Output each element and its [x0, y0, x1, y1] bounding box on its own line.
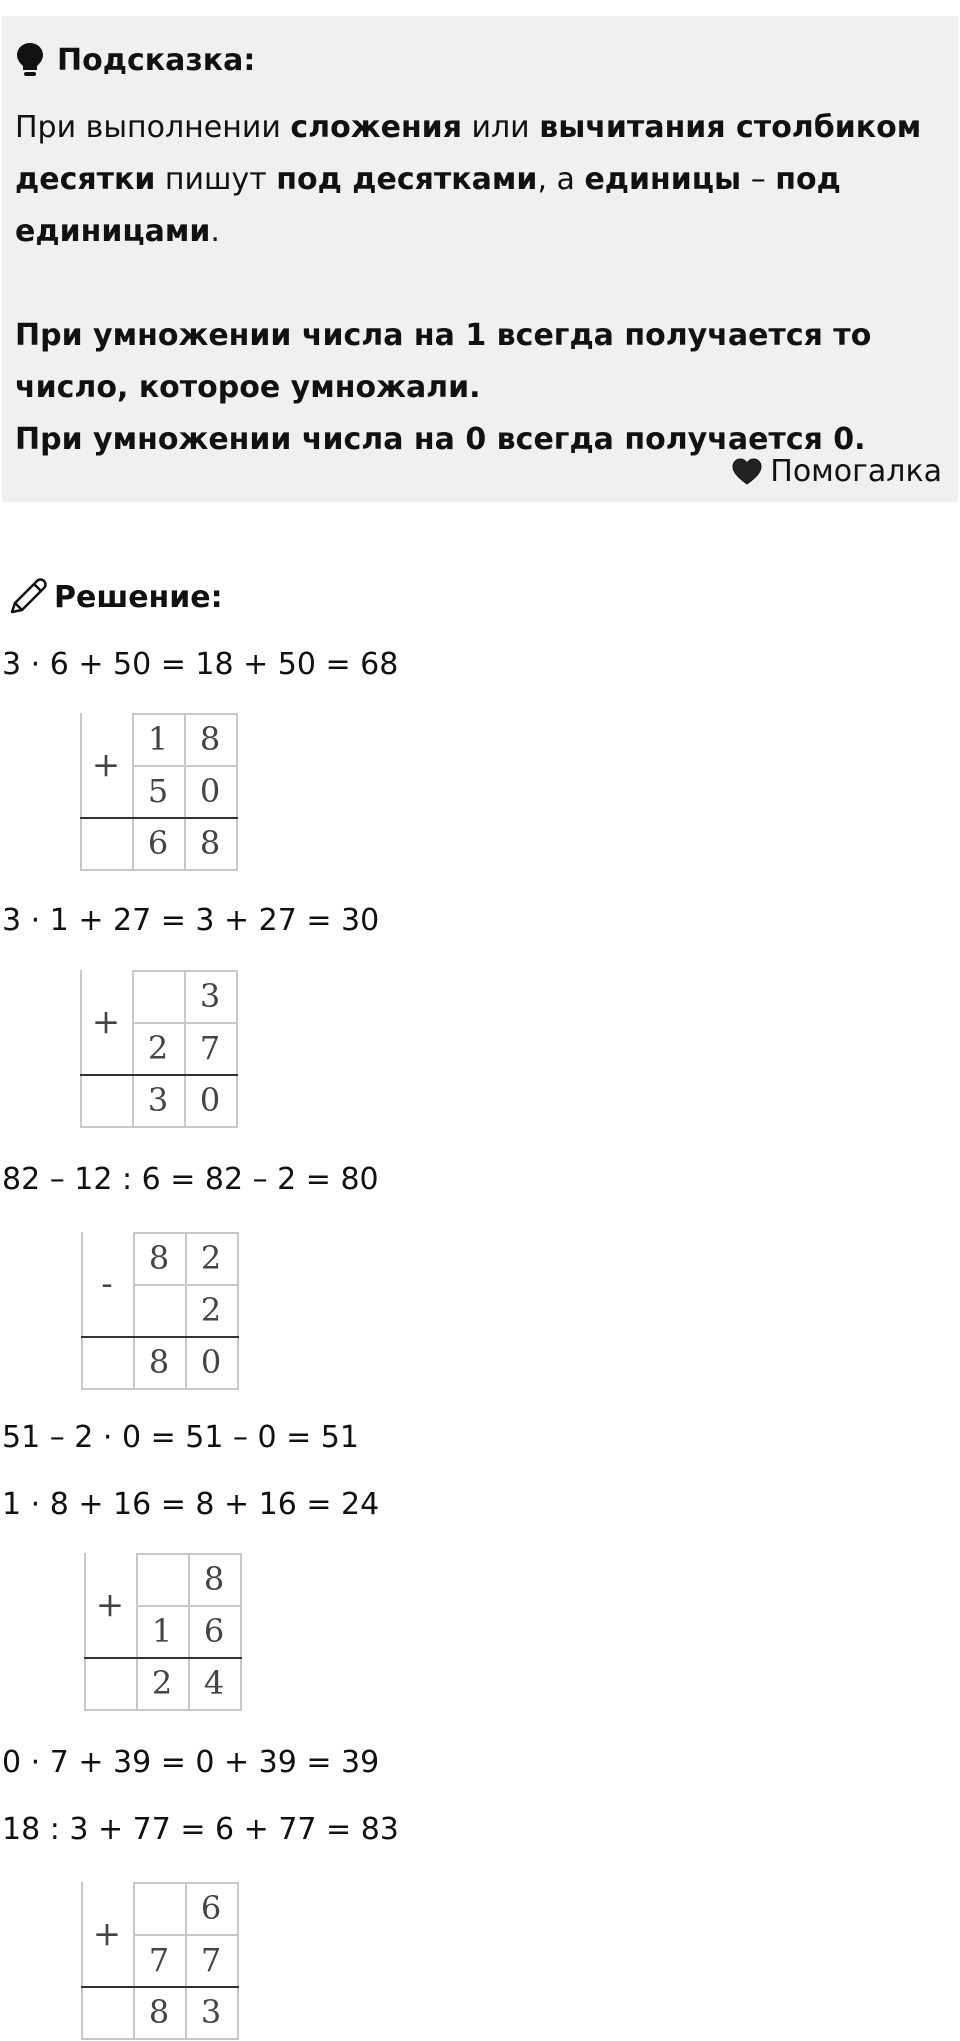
digit-cell: 8: [199, 720, 221, 758]
digit-cell: 7: [199, 1029, 221, 1067]
grid-line: [80, 869, 238, 871]
digit-cell: 2: [200, 1291, 222, 1329]
grid-line: [80, 1126, 238, 1128]
column-calculation: [84, 1553, 240, 1709]
result-digit: 4: [203, 1664, 225, 1702]
grid-line: [81, 2038, 239, 2040]
equation: 3 · 1 + 27 = 3 + 27 = 30: [2, 903, 380, 938]
equation: 0 · 7 + 39 = 0 + 39 = 39: [2, 1745, 380, 1780]
hint-panel: [2, 16, 958, 502]
column-calculation: [81, 1232, 237, 1388]
result-digit: 2: [151, 1664, 173, 1702]
equation: 3 · 6 + 50 = 18 + 50 = 68: [2, 647, 399, 682]
hint-text: .: [210, 214, 220, 249]
equation: 82 – 12 : 6 = 82 – 2 = 80: [2, 1162, 379, 1197]
digit-cell: [133, 1882, 185, 1934]
equation: 51 – 2 · 0 = 51 – 0 = 51: [2, 1420, 359, 1455]
operation-sign: -: [101, 1264, 113, 1304]
result-digit: 0: [200, 1343, 222, 1381]
digit-cell: 1: [147, 720, 169, 758]
grid-line: [237, 1882, 239, 2038]
operation-sign: +: [91, 1002, 121, 1042]
digit-cell: 1: [151, 1612, 173, 1650]
hint-title: Подсказка:: [57, 42, 256, 78]
digit-cell: 0: [199, 772, 221, 810]
hint-text: или: [461, 110, 540, 145]
digit-cell: 6: [203, 1612, 225, 1650]
result-digit: 3: [200, 1993, 222, 2031]
digit-cell: 2: [147, 1029, 169, 1067]
hint-body: [15, 102, 935, 466]
column-calculation: [81, 1882, 237, 2038]
column-calculation: [80, 713, 236, 869]
hint-paragraph: [15, 102, 935, 258]
grid-line: [236, 970, 238, 1126]
digit-cell: [133, 1284, 185, 1336]
hint-text: При выполнении: [15, 110, 291, 145]
result-digit: 3: [147, 1081, 169, 1119]
operation-sign: +: [95, 1585, 125, 1625]
result-digit: 6: [147, 824, 169, 862]
digit-cell: [136, 1553, 188, 1605]
hint-text: –: [741, 162, 776, 197]
hint-emphasis: единицы: [584, 162, 742, 197]
result-digit: 8: [148, 1343, 170, 1381]
grid-line: [84, 1709, 242, 1711]
hint-emphasis: вычитания столбиком: [539, 110, 922, 145]
lightbulb-icon: [15, 42, 45, 78]
digit-cell: 8: [203, 1560, 225, 1598]
result-digit: 8: [148, 1993, 170, 2031]
grid-line: [237, 1232, 239, 1388]
digit-cell: [132, 970, 184, 1022]
equation: 18 : 3 + 77 = 6 + 77 = 83: [2, 1812, 399, 1847]
grid-line: [236, 713, 238, 869]
result-digit: 0: [199, 1081, 221, 1119]
grid-line: [81, 1388, 239, 1390]
digit-cell: 7: [148, 1941, 170, 1979]
result-digit: 8: [199, 824, 221, 862]
grid-line: [240, 1553, 242, 1709]
hint-emphasis: под единицами: [15, 162, 841, 249]
equation: 1 · 8 + 16 = 8 + 16 = 24: [2, 1487, 380, 1522]
hint-text: , а: [537, 162, 585, 197]
digit-cell: 6: [200, 1889, 222, 1927]
digit-cell: 3: [199, 977, 221, 1015]
operation-sign: +: [92, 1914, 122, 1954]
hint-text: пишут: [155, 162, 277, 197]
hint-emphasis: сложения: [290, 110, 462, 145]
digit-cell: 2: [200, 1239, 222, 1277]
operation-sign: +: [91, 745, 121, 785]
solution-heading: [6, 576, 223, 618]
digit-cell: 8: [148, 1239, 170, 1277]
hint-rule-one: При умножении числа на 1 всегда получается то число, которое умножали.: [15, 318, 872, 405]
hint-emphasis: под десятками: [276, 162, 538, 197]
solution-title: Решение:: [54, 579, 223, 615]
column-calculation: [80, 970, 236, 1126]
pencil-icon: [6, 576, 48, 618]
credit: [732, 454, 942, 489]
heart-icon: [732, 458, 762, 486]
credit-text: Помогалка: [770, 454, 942, 489]
hint-emphasis: десятки: [15, 162, 156, 197]
digit-cell: 7: [200, 1941, 222, 1979]
hint-rule-zero: При умножении числа на 0 всегда получается 0.: [15, 422, 866, 457]
digit-cell: 5: [147, 772, 169, 810]
hint-heading: [15, 42, 255, 78]
